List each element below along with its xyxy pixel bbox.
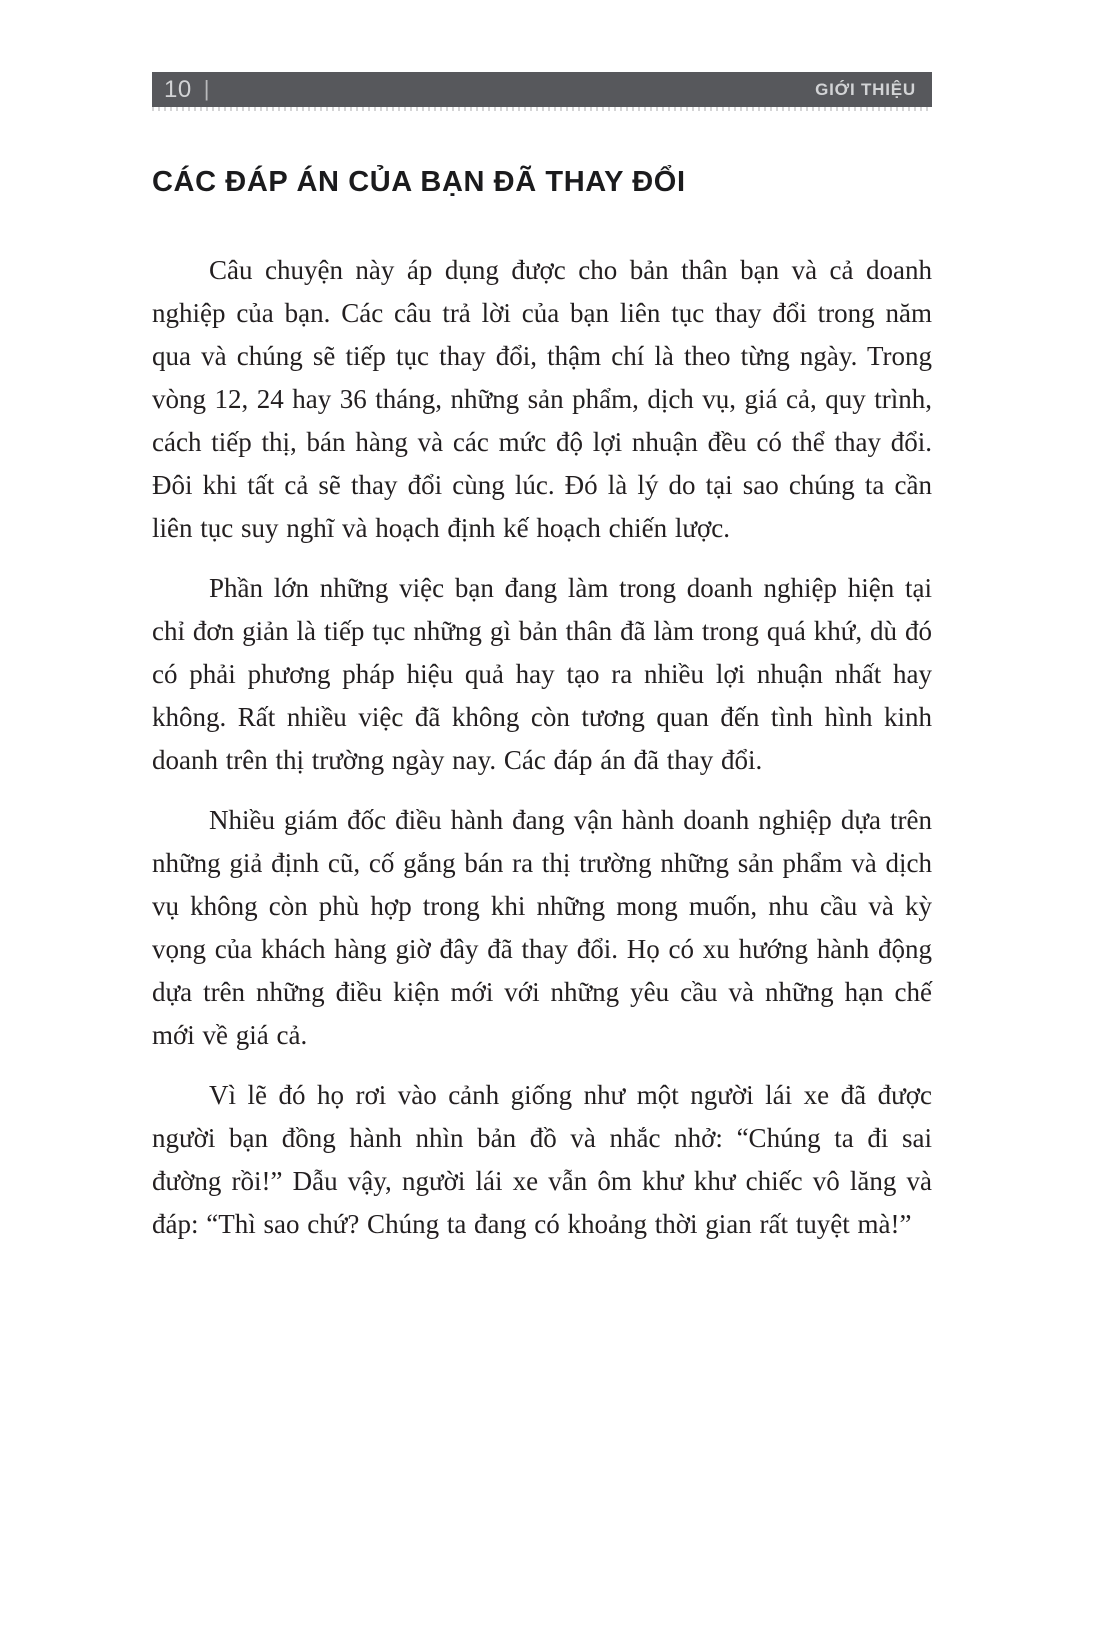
content-column [152,72,932,1246]
header-divider: | [203,75,210,101]
paragraph: Nhiều giám đốc điều hành đang vận hành doanh nghiệp dựa trên những giả định cũ, cố gắng bán ra thị trường những sản phẩm và dịch vụ không còn phù hợp trong khi những mong muốn, nhu cầu và kỳ vọng của khách hàng giờ đây đã thay đổi. Họ có xu hướng hành động dựa trên những điều kiện mới với những yêu cầu và những hạn chế mới về giá cả. [152,804,932,1050]
chapter-heading: CÁC ĐÁP ÁN CỦA BẠN ĐÃ THAY ĐỔI [152,166,686,198]
page-header [152,72,932,107]
paragraph: Phần lớn những việc bạn đang làm trong doanh nghiệp hiện tại chỉ đơn giản là tiếp tục những gì bản thân đã làm trong quá khứ, dù đó có phải phương pháp hiệu quả hay tạo ra nhiều lợi nhuận nhất hay không. Rất nhiều việc đã không còn tương quan đến tình hình kinh doanh trên thị trường ngày nay. Các đáp án đã thay đổi. [152,572,932,775]
section-title: GIỚI THIỆU [815,80,916,99]
paragraph: Vì lẽ đó họ rơi vào cảnh giống như một người lái xe đã được người bạn đồng hành nhìn bản đồ và nhắc nhở: “Chúng ta đi sai đường rồi!” Dẫu vậy, người lái xe vẫn ôm khư khư chiếc vô lăng và đáp: “Thì sao chứ? Chúng ta đang có khoảng thời gian rất tuyệt mà!” [152,1079,932,1239]
body-text [152,249,932,1246]
page-number: 10 [164,75,192,103]
page-header-left [164,75,210,103]
paragraph: Câu chuyện này áp dụng được cho bản thân bạn và cả doanh nghiệp của bạn. Các câu trả lời của bạn liên tục thay đổi trong năm qua và chúng sẽ tiếp tục thay đổi, thậm chí là theo từng ngày. Trong vòng 12, 24 hay 36 tháng, những sản phẩm, dịch vụ, giá cả, quy trình, cách tiếp thị, bán hàng và các mức độ lợi nhuận đều có thể thay đổi. Đôi khi tất cả sẽ thay đổi cùng lúc. Đó là lý do tại sao chúng ta cần liên tục suy nghĩ và hoạch định kế hoạch chiến lược. [152,254,932,543]
